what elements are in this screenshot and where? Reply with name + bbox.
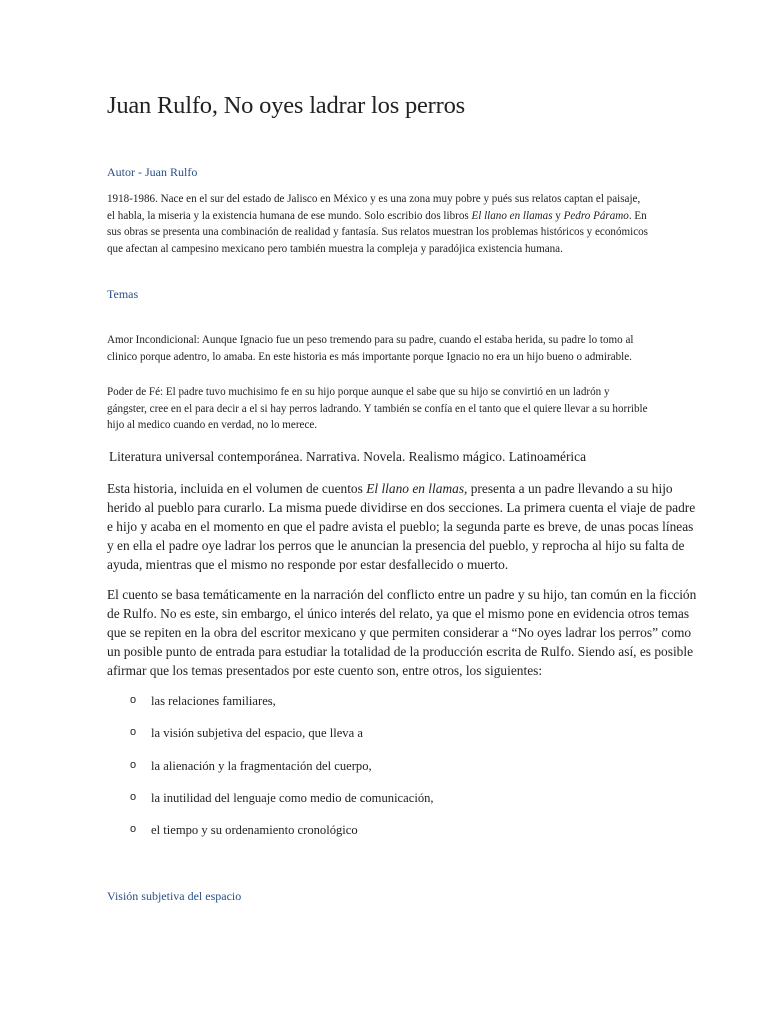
poder-line: gángster, cree en el para decir a el si hay perros ladrando. Y también se confía en el tanto que el quiere llevar a su horrible [107, 402, 648, 415]
bullet-icon: o [130, 823, 137, 835]
story-text: Esta historia, incluida en el volumen de cuentos [107, 481, 367, 496]
theme-line: que se repiten en la obra del escritor mexicano y que permiten considerar a “No oyes ladrar los perros” como [107, 625, 692, 640]
vision-heading: Visión subjetiva del espacio [107, 889, 242, 903]
story-line [107, 479, 719, 498]
list-item-text: el tiempo y su ordenamiento cronológico [151, 823, 358, 837]
story-line: e hijo y acaba en el momento en que el padre avista el pueblo; la segunda parte es breve, de unas pocas líneas [107, 519, 694, 534]
author-heading: Autor - Juan Rulfo [107, 165, 198, 179]
poder-line: Poder de Fé: El padre tuvo muchisimo fe en su hijo porque aunque el sabe que su hijo se convirtió en un ladrón y [107, 386, 610, 398]
list-item-text: la inutilidad del lenguaje como medio de comunicación, [151, 791, 434, 805]
amor-line: Amor Incondicional: Aunque Ignacio fue un peso tremendo para su padre, cuando el estaba herida, su padre lo tomo al [107, 334, 634, 346]
list-item-text: la alienación y la fragmentación del cuerpo, [151, 759, 372, 773]
bullet-icon: o [130, 694, 137, 706]
bullet-icon: o [130, 791, 137, 803]
bio-text: . En [628, 209, 647, 222]
theme-paragraph [107, 585, 719, 680]
story-line: y en ella el padre oye ladrar los perros que le anuncian la presencia del pueblo, y reprocha al hijo su falta de [107, 538, 685, 553]
amor-line: clinico porque adentro, lo amaba. En este historia es más importante porque Ignacio no era un hijo bueno o admirable. [107, 350, 632, 363]
book-title-pedro-paramo: Pedro Páramo [563, 209, 629, 222]
book-title-llano: El llano en llamas [366, 481, 465, 496]
bio-paragraph [107, 191, 727, 257]
story-line: herido al pueblo para curarlo. La misma puede dividirse en dos secciones. La primera cuenta el viaje de padre [107, 500, 696, 515]
list-item-text: la visión subjetiva del espacio, que lleva a [151, 726, 363, 740]
genre-line: Literatura universal contemporánea. Narrativa. Novela. Realismo mágico. Latinoamérica [109, 449, 587, 464]
list-item-text: las relaciones familiares, [151, 694, 276, 708]
bio-line [107, 208, 727, 225]
bio-text: el habla, la miseria y la existencia humana de ese mundo. Solo escribio dos libros [107, 209, 472, 222]
temas-heading: Temas [107, 287, 139, 301]
story-paragraph [107, 479, 719, 574]
book-title-llano: El llano en llamas [471, 209, 553, 222]
bio-text: y [552, 209, 564, 222]
theme-line: afirmar que los temas presentados por este cuento son, entre otros, los siguientes: [107, 663, 543, 678]
story-text: , presenta a un padre llevando a su hijo [464, 481, 673, 496]
theme-line: El cuento se basa temáticamente en la narración del conflicto entre un padre y su hijo, tan común en la ficción [107, 587, 697, 602]
bullet-icon: o [130, 726, 137, 738]
amor-paragraph [107, 332, 727, 365]
story-line: ayuda, mientras que el mismo no responde por estar desfallecido o muerto. [107, 557, 509, 572]
poder-line: hijo al medico cuando en verdad, no lo merece. [107, 419, 318, 431]
bullet-icon: o [130, 759, 137, 771]
theme-line: de Rulfo. No es este, sin embargo, el único interés del relato, ya que el mismo pone en evidencia otros temas [107, 606, 690, 621]
bio-line: 1918-1986. Nace en el sur del estado de Jalisco en México y es una zona muy pobre y pués sus relatos captan el paisaje, [107, 193, 641, 205]
theme-line: un posible punto de entrada para estudiar la totalidad de la producción escrita de Rulfo. Siendo así, es posible [107, 644, 694, 659]
bio-line: sus obras se presenta una combinación de realidad y fantasía. Sus relatos muestran los problemas históricos y económicos [107, 226, 648, 238]
document-title: Juan Rulfo, No oyes ladrar los perros [107, 92, 465, 119]
poder-paragraph [107, 384, 727, 434]
bio-line: que afectan al campesino mexicano pero también muestra la compleja y paradójica existencia humana. [107, 242, 563, 255]
